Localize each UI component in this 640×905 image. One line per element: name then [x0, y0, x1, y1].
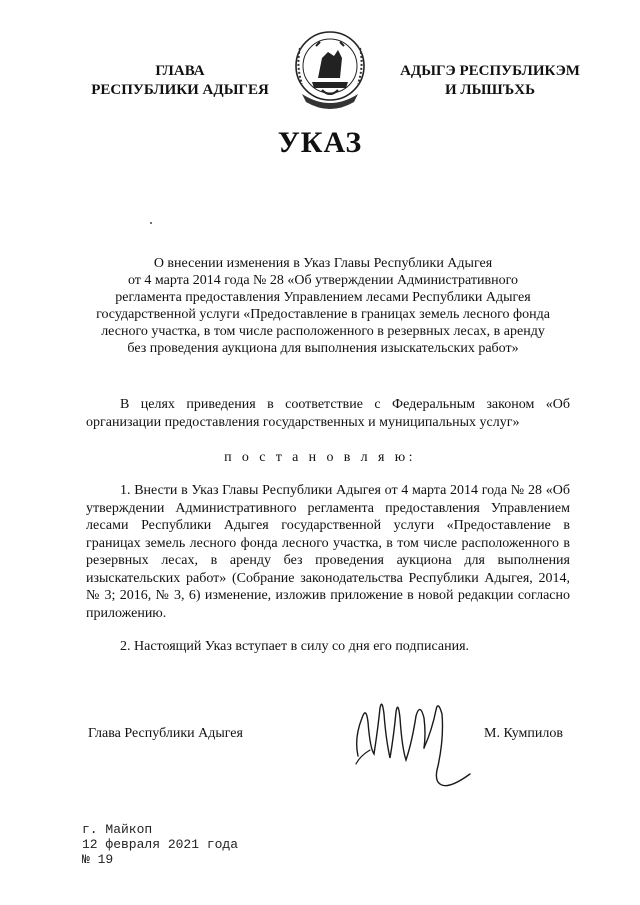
intro-paragraph: В целях приведения в соответствие с Федеральным законом «Об организации предоставления государственных и муниципальных услуг» [86, 397, 570, 430]
subject-line: от 4 марта 2014 года № 28 «Об утверждении Административного [127, 273, 519, 288]
subject-line: регламента предоставления Управлением лесами Республики Адыгея [115, 290, 531, 305]
item-2-paragraph: 2. Настоящий Указ вступает в силу со дня его подписания. [120, 639, 470, 654]
document-title: УКАЗ [277, 126, 363, 159]
header-left [60, 62, 300, 100]
document-subject [80, 255, 566, 357]
coat-of-arms-icon [292, 28, 368, 110]
subject-line: О внесении изменения в Указ Главы Республики Адыгея [153, 256, 493, 271]
subject-line: лесного участка, в том числе расположенного в резервных лесах, в аренду [101, 324, 545, 339]
header-right [380, 62, 600, 100]
header-right-line1: АДЫГЭ РЕСПУБЛИКЭМ [400, 63, 580, 79]
item-1-paragraph: 1. Внести в Указ Главы Республики Адыгея от 4 марта 2014 года № 28 «Об утверждении Административного регламента предоставления Управлением лесами Республики Адыгея государственной услуги «Предоставление в границах земель лесного фонда лесного участка, в том числе расположенного в резервных лесах, в аренду без проведения аукциона для выполнения изыскательских работ» (Собрание законодательства Республики Адыгея, 2014, № 3; 2016, № 3, 6) изменение, изложив приложение в новой редакции согласно приложению. [86, 483, 570, 621]
footer-number: № 19 [82, 852, 114, 867]
footer-city: г. Майкоп [82, 822, 153, 837]
signatory-name: М. Кумпилов [484, 726, 563, 741]
decree-word: п о с т а н о в л я ю: [224, 450, 416, 465]
document-footer [82, 822, 238, 867]
header-left-line1: ГЛАВА [155, 63, 205, 79]
subject-line: без проведения аукциона для выполнения изыскательских работ» [127, 341, 519, 356]
signatory-position: Глава Республики Адыгея [88, 726, 243, 741]
header-left-line2: РЕСПУБЛИКИ АДЫГЕЯ [91, 82, 269, 98]
header-right-line2: И ЛЫШЪХЬ [444, 82, 536, 98]
footer-date: 12 февраля 2021 года [82, 837, 239, 852]
stray-dot [150, 222, 152, 224]
subject-line: государственной услуги «Предоставление в границах земель лесного фонда [96, 307, 550, 322]
handwritten-signature [340, 678, 490, 798]
